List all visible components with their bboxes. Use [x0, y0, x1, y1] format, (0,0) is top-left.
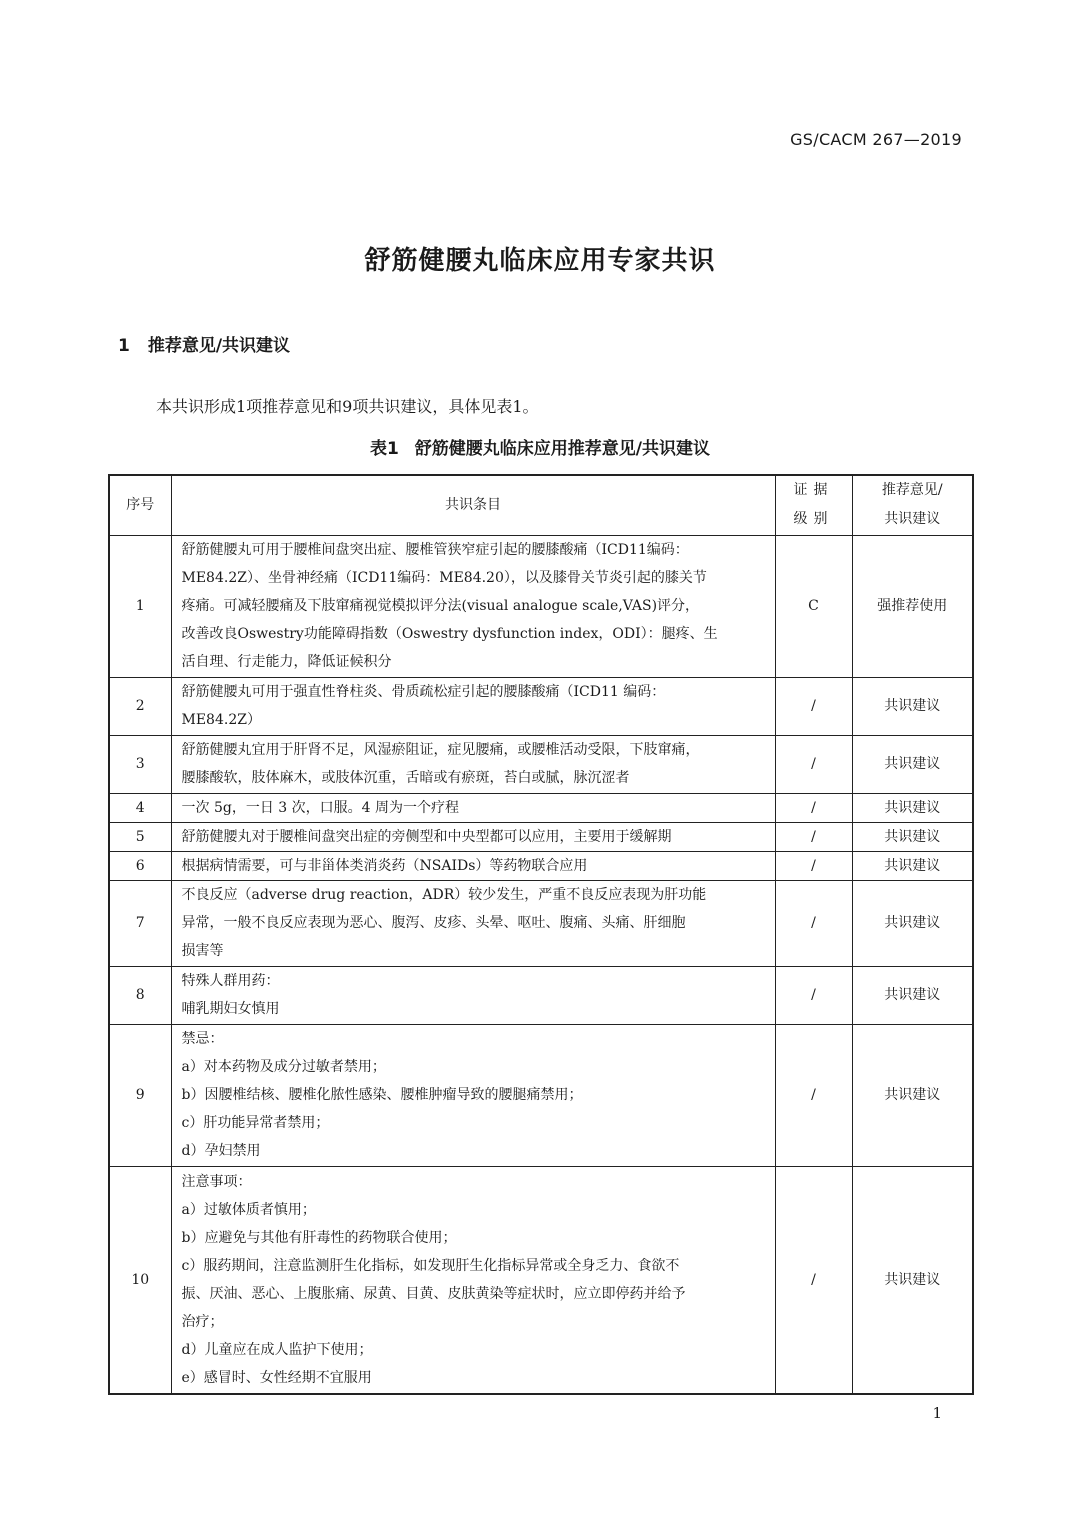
standard-code: GS/CACM 267—2019: [790, 130, 962, 149]
recommendation: 共识建议: [852, 1166, 973, 1394]
consensus-item-line: 疼痛。可减轻腰痛及下肢窜痛视觉模拟评分法(visual analogue scale,VAS)评分，: [181, 598, 700, 614]
recommendation: 强推荐使用: [852, 535, 973, 677]
header-level-line1: 证据: [793, 482, 834, 499]
consensus-item-line: 腰膝酸软，肢体麻木，或肢体沉重，舌暗或有瘀斑，苔白或腻，脉沉涩者: [181, 770, 630, 786]
evidence-level: /: [775, 1024, 852, 1166]
row-number: 9: [109, 1024, 171, 1166]
consensus-item-line: 一次 5g，一日 3 次，口服。4 周为一个疗程: [181, 799, 459, 816]
evidence-level: /: [775, 822, 852, 851]
consensus-item-line: b）因腰椎结核、腰椎化脓性感染、腰椎肿瘤导致的腰腿痛禁用；: [181, 1087, 583, 1103]
evidence-level: /: [775, 677, 852, 735]
page-number: 1: [932, 1404, 942, 1422]
consensus-item: [171, 735, 775, 793]
consensus-item-line: a）过敏体质者慎用；: [181, 1201, 316, 1218]
consensus-item-line: 治疗；: [181, 1313, 224, 1330]
consensus-item-line: d）儿童应在成人监护下使用；: [181, 1341, 373, 1358]
consensus-item-line: 改善改良Oswestry功能障碍指数（Oswestry dysfunction index，ODI）：腿疼、生: [181, 626, 718, 642]
evidence-level: /: [775, 735, 852, 793]
row-number: 8: [109, 966, 171, 1024]
recommendation-table: [108, 474, 974, 1395]
row-number: 1: [109, 535, 171, 677]
consensus-item-line: 舒筋健腰丸对于腰椎间盘突出症的旁侧型和中央型都可以应用，主要用于缓解期: [181, 828, 672, 845]
table-row: [109, 735, 973, 793]
evidence-level: C: [775, 535, 852, 677]
table-row: [109, 1166, 973, 1394]
header-no: 序号: [109, 475, 171, 535]
recommendation: 共识建议: [852, 851, 973, 880]
header-evidence-level: [775, 475, 852, 535]
consensus-item: [171, 966, 775, 1024]
row-number: 10: [109, 1166, 171, 1394]
table-row: [109, 851, 973, 880]
consensus-item: [171, 535, 775, 677]
evidence-level: /: [775, 793, 852, 822]
consensus-item: [171, 1024, 775, 1166]
table-row: [109, 880, 973, 966]
consensus-item: [171, 851, 775, 880]
consensus-item-line: d）孕妇禁用: [181, 1143, 261, 1159]
table-row: [109, 1024, 973, 1166]
consensus-item-line: 不良反应（adverse drug reaction，ADR）较少发生，严重不良反应表现为肝功能: [181, 887, 707, 903]
consensus-item-line: ME84.2Z）、坐骨神经痛（ICD11编码：ME84.20），以及膝骨关节炎引起的膝关节: [181, 570, 707, 586]
evidence-level: /: [775, 1166, 852, 1394]
document-title: 舒筋健腰丸临床应用专家共识: [364, 246, 716, 276]
consensus-item-line: 异常，一般不良反应表现为恶心、腹泻、皮疹、头晕、呕吐、腹痛、头痛、肝细胞: [181, 915, 686, 931]
consensus-item: [171, 822, 775, 851]
consensus-item-line: c）肝功能异常者禁用；: [181, 1115, 330, 1131]
consensus-item-line: c）服药期间，注意监测肝生化指标，如发现肝生化指标异常或全身乏力、食欲不: [181, 1257, 680, 1274]
table-header-row: [109, 475, 973, 535]
consensus-item-line: 哺乳期妇女慎用: [181, 1001, 280, 1017]
row-number: 4: [109, 793, 171, 822]
consensus-item-line: ME84.2Z）: [181, 712, 261, 728]
intro-paragraph: 本共识形成1项推荐意见和9项共识建议，具体见表1。: [156, 397, 539, 416]
consensus-item-line: b）应避免与其他有肝毒性的药物联合使用；: [181, 1229, 457, 1246]
consensus-item-line: 活自理、行走能力，降低证候积分: [181, 654, 392, 670]
consensus-item-line: 舒筋健腰丸可用于腰椎间盘突出症、腰椎管狭窄症引起的腰膝酸痛（ICD11编码：: [181, 542, 689, 558]
consensus-item: [171, 1166, 775, 1394]
header-rec-line2: 共识建议: [884, 511, 941, 528]
row-number: 6: [109, 851, 171, 880]
consensus-item-line: e）感冒时、女性经期不宜服用: [181, 1369, 372, 1386]
consensus-item-line: 特殊人群用药：: [181, 973, 280, 989]
table-row: [109, 822, 973, 851]
consensus-item-line: 根据病情需要，可与非甾体类消炎药（NSAIDs）等药物联合应用: [181, 857, 588, 874]
evidence-level: /: [775, 851, 852, 880]
row-number: 7: [109, 880, 171, 966]
header-item: 共识条目: [171, 475, 775, 535]
header-recommendation: [852, 475, 973, 535]
consensus-item: [171, 880, 775, 966]
table-row: [109, 535, 973, 677]
table-row: [109, 793, 973, 822]
recommendation: 共识建议: [852, 677, 973, 735]
consensus-item: [171, 677, 775, 735]
consensus-item-line: 损害等: [181, 943, 224, 959]
recommendation: 共识建议: [852, 1024, 973, 1166]
recommendation: 共识建议: [852, 793, 973, 822]
consensus-item-line: a）对本药物及成分过敏者禁用；: [181, 1059, 386, 1075]
recommendation: 共识建议: [852, 822, 973, 851]
evidence-level: /: [775, 880, 852, 966]
table-body: [109, 535, 973, 1394]
header-level-line2: 级别: [793, 511, 834, 528]
row-number: 5: [109, 822, 171, 851]
evidence-level: /: [775, 966, 852, 1024]
table-row: [109, 677, 973, 735]
table-caption-title: 舒筋健腰丸临床应用推荐意见/共识建议: [414, 439, 711, 459]
recommendation: 共识建议: [852, 735, 973, 793]
consensus-item-line: 注意事项：: [181, 1173, 252, 1190]
consensus-item-line: 禁忌：: [181, 1031, 224, 1047]
table-caption-number: 表1: [369, 439, 399, 459]
consensus-item-line: 舒筋健腰丸宜用于肝肾不足，风湿瘀阻证，症见腰痛，或腰椎活动受限，下肢窜痛，: [181, 742, 700, 758]
row-number: 3: [109, 735, 171, 793]
consensus-item-line: 振、厌油、恶心、上腹胀痛、尿黄、目黄、皮肤黄染等症状时，应立即停药并给予: [181, 1285, 686, 1302]
recommendation: 共识建议: [852, 880, 973, 966]
consensus-item: [171, 793, 775, 822]
table-row: [109, 966, 973, 1024]
row-number: 2: [109, 677, 171, 735]
section-heading-text: 推荐意见/共识建议: [147, 336, 291, 356]
table-caption: [0, 434, 1080, 459]
header-rec-line1: 推荐意见/: [881, 482, 943, 499]
section-number: 1: [118, 336, 130, 356]
recommendation: 共识建议: [852, 966, 973, 1024]
section-heading: [118, 331, 290, 356]
consensus-item-line: 舒筋健腰丸可用于强直性脊柱炎、骨质疏松症引起的腰膝酸痛（ICD11 编码：: [181, 684, 666, 700]
